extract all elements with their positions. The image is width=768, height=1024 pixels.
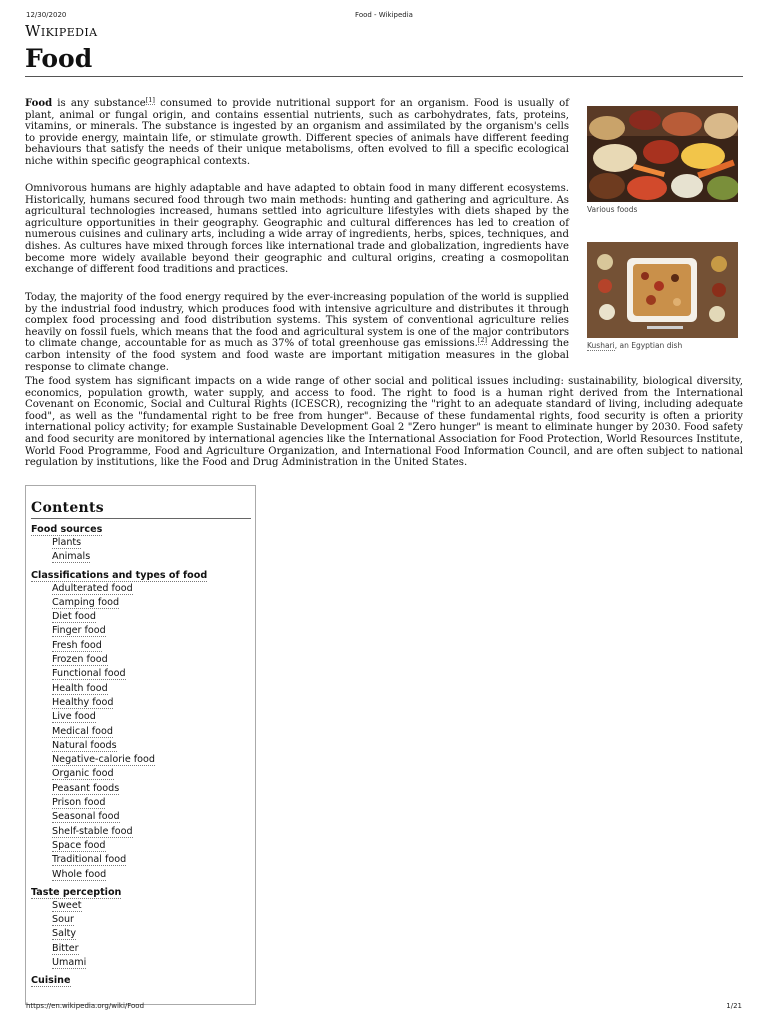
toc-item-label: Live food [52,711,96,723]
toc-item-label: Sour [52,914,74,926]
toc-section[interactable] [31,887,251,899]
toc-item-label: Finger food [52,625,106,637]
toc-item-label: Sweet [52,899,82,911]
toc-section[interactable] [31,524,251,536]
reference-1-link[interactable]: [1] [145,95,155,104]
toc-item-label: Healthy food [52,696,114,708]
paragraph-3-continued: Addressing the carbon intensity of the food system and food waste are important mitigation measures in the global response to climate change. [25,338,569,373]
toc-item[interactable] [31,810,251,824]
toc-item-label: Whole food [52,868,107,880]
print-footer-url: https://en.wikipedia.org/wiki/Food [26,1002,145,1010]
toc-item[interactable] [31,767,251,781]
toc-item-label: Salty [52,928,77,940]
toc-item-label: Camping food [52,596,120,608]
toc-item-label: Traditional food [52,854,127,866]
toc-item-label: Umami [52,957,87,969]
toc-item[interactable] [31,653,251,667]
kushari-image[interactable] [587,242,738,338]
toc-item-label: Frozen food [52,654,108,666]
toc-item[interactable] [31,536,251,550]
toc-section-label: Food sources [31,524,103,535]
toc-item[interactable] [31,624,251,638]
toc-item-label: Health food [52,682,108,694]
paragraph-2: Omnivorous humans are highly adaptable and have adapted to obtain food in many different ecosystems. Historically, humans secured food through two main methods: hunting and gathering and agriculture. As agricultural technologies increased, humans settled into agriculture lifestyles with diets shaped by the agriculture opportunities in their geography. Geographic and cultural differences has led to creation of numerous cuisines and culinary arts, including a wide array of ingredients, herbs, spices, techniques, and dishes. As cultures have mixed through forces like international trade and globalization, ingredients have become more widely available beyond their geographic and cultural origins, creating a cosmopolitan exchange of different food traditions and practices. [25,183,569,276]
lead-paragraph [25,95,569,168]
toc-item-label: Shelf-stable food [52,825,133,837]
print-date: 12/30/2020 [26,11,67,19]
toc-item-label: Organic food [52,768,114,780]
wikipedia-wordmark[interactable]: Wikipedia [25,22,98,40]
toc-item-label: Space food [52,839,106,851]
toc-item[interactable] [31,682,251,696]
toc-item[interactable] [31,868,251,882]
toc-item-label: Natural foods [52,739,117,751]
paragraph-3-text: Today, the majority of the food energy required by the ever-increasing population of the world is supplied by the industrial food industry, which produces food with intensive agriculture and distributes it through complex food processing and food distribution systems. This system of conventional agriculture relies heavily on fossil fuels, which means that the food and agricultural system is one of the major contributors to climate change, accountable for as much as 37% of total greenhouse gas emissions. [25,292,569,350]
toc-item[interactable] [31,913,251,927]
toc-item-label: Prison food [52,797,106,809]
toc-item[interactable] [31,753,251,767]
various-foods-image[interactable] [587,106,738,202]
toc-item[interactable] [31,667,251,681]
paragraph-4: The food system has significant impacts on a wide range of other social and political issues including: sustainability, biological diversity, economics, population growth, water supply, and access to food. The right to food is a human right derived from the International Covenant on Economic, Social and Cultural Rights (ICESCR), recognizing the "right to an adequate standard of living, including adequate food", as well as the "fundamental right to be free from hunger". Because of these fundamental rights, food security is often a priority international policy activity; for example Sustainable Development Goal 2 "Zero hunger" is meant to eliminate hunger by 2030. Food safety and food security are monitored by international agencies like the International Association for Food Protection, World Resources Institute, World Food Programme, Food and Agriculture Organization, and International Food Information Council, and are often subject to national regulation by institutions, like the Food and Drug Administration in the United States. [25,376,743,469]
figure-various-foods [587,106,738,214]
toc-item[interactable] [31,839,251,853]
toc-section[interactable] [31,975,251,987]
lead-bold-term: Food [25,98,53,109]
print-footer-page: 1/21 [726,1002,742,1010]
toc-item[interactable] [31,782,251,796]
toc-item[interactable] [31,739,251,753]
toc-item-label: Peasant foods [52,782,120,794]
page-title: Food [25,44,93,73]
toc-item[interactable] [31,725,251,739]
figure-kushari [587,242,738,350]
toc-section[interactable] [31,570,251,582]
toc-item[interactable] [31,853,251,867]
reference-2-link[interactable]: [2] [477,336,488,345]
toc-body [31,524,251,987]
toc-item-label: Plants [52,537,82,548]
toc-section-label: Taste perception [31,886,122,898]
toc-title: Contents [31,500,251,519]
toc-item[interactable] [31,942,251,956]
toc-item[interactable] [31,899,251,913]
toc-item[interactable] [31,639,251,653]
toc-item-label: Animals [52,551,91,563]
toc-item[interactable] [31,610,251,624]
toc-item[interactable] [31,825,251,839]
toc-item[interactable] [31,796,251,810]
lead-after-bold: is any substance [52,98,146,109]
figure-caption: Various foods [587,205,638,214]
toc-item[interactable] [31,927,251,941]
title-divider [25,76,743,77]
toc-item[interactable] [31,696,251,710]
toc-item-label: Functional food [52,668,126,680]
toc-item[interactable] [31,550,251,564]
paragraph-3 [25,292,569,373]
toc-item-label: Fresh food [52,639,102,651]
toc-item[interactable] [31,582,251,596]
toc-item-label: Medical food [52,725,114,737]
toc-section-label: Cuisine [31,975,71,987]
print-title: Food - Wikipedia [355,11,413,19]
toc-item[interactable] [31,956,251,970]
table-of-contents [25,485,256,1005]
toc-item[interactable] [31,596,251,610]
toc-item-label: Seasonal food [52,811,120,823]
kushari-link[interactable]: Kushari [587,341,615,350]
caption-rest: , an Egyptian dish [614,341,683,350]
toc-item-label: Negative-calorie food [52,754,155,766]
toc-item[interactable] [31,710,251,724]
figure-caption [587,341,738,350]
toc-item-label: Adulterated food [52,582,133,594]
toc-section-label: Classifications and types of food [31,569,208,581]
toc-item-label: Bitter [52,942,79,954]
toc-item-label: Diet food [52,611,96,623]
paragraph-1-text: consumed to provide nutritional support for an organism. Food is usually of plant, animal or fungal origin, and contains essential nutrients, such as carbohydrates, fats, proteins, vitamins, or minerals. The substance is ingested by an organism and assimilated by the organism's cells to provide energy, maintain life, or stimulate growth. Different species of animals have different feeding behaviours that satisfy the needs of their unique metabolisms, often evolved to fill a specific ecological niche within specific geographical contexts. [25,98,569,167]
